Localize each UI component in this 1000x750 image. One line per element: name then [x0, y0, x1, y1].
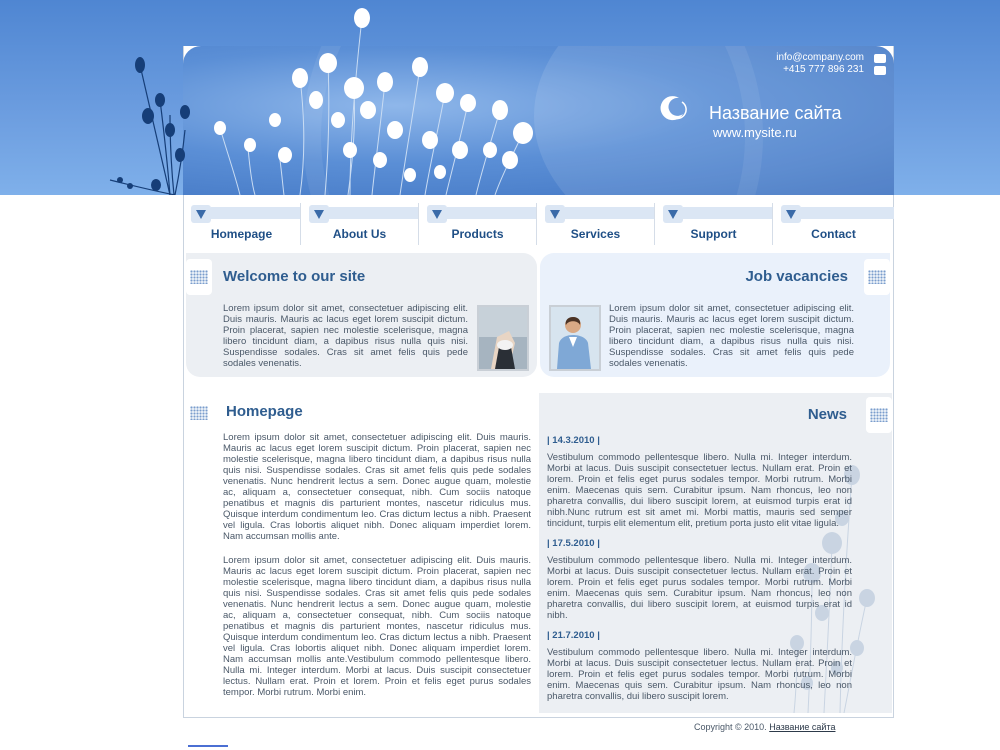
- handshake-photo-image: [479, 307, 527, 369]
- dots-arrow-icon: [186, 395, 212, 431]
- businessman-photo-image: [551, 307, 599, 369]
- jobs-box: [540, 253, 890, 377]
- nav-bar-decoration: [683, 207, 772, 219]
- news-text: Vestibulum commodo pellentesque libero. Nulla mi. Integer interdum. Morbi at lacus. Duis suscipit consectetuer lectus. Nullam erat. Proin et lorem. Proin et felis eget purus sodales tempor. Morbi rutrum. Morbi enim. Maecenas quis sem. Curabitur ipsum. Nam rhoncus, leo non pharetra convallis, dui libero suscipit lorem.: [547, 647, 852, 702]
- homepage-paragraph-1: Lorem ipsum dolor sit amet, consectetuer adipiscing elit. Duis mauris. Mauris ac lacus eget lorem suscipit dictum. Proin placerat, sapien nec molestie scelerisque, magna libero tincidunt diam, a dapibus risus nulla quis nisi. Suspendisse sodales. Cras sit amet felis quis pede sodales venenatis. Nunc hendrerit lectus a sem. Donec augue quam, molestie ac, aliquam a, consectetuer consequat, nibh. Cum sociis natoque penatibus et magnis dis parturient montes, nascetur ridiculus mus. Quisque interdum condimentum leo. Cras dictum lectus a nibh. Praesent vel ligula. Cras lobortis aliquet nibh. Donec aliquam imperdiet lorem. Nam accumsan mollis ante.: [223, 432, 531, 542]
- news-item: [547, 538, 852, 621]
- flowers-decoration: [100, 0, 540, 195]
- news-list: [547, 435, 852, 702]
- welcome-photo: [477, 305, 529, 371]
- contact-info: [776, 52, 864, 76]
- news-text: Vestibulum commodo pellentesque libero. Nulla mi. Integer interdum. Morbi at lacus. Duis suscipit consectetuer lectus. Nullam erat. Proin et lorem. Proin et felis eget purus sodales tempor. Morbi rutrum. Morbi enim. Maecenas quis sem. Curabitur ipsum. Nam rhoncus, leo non pharetra convallis, dui libero suscipit lorem, at euismod turpis erat id nibh.: [547, 555, 852, 621]
- nav-bar-decoration: [565, 207, 654, 219]
- main-navigation: [183, 203, 894, 245]
- welcome-box: [186, 253, 537, 377]
- welcome-text: Lorem ipsum dolor sit amet, consectetuer adipiscing elit. Duis mauris. Mauris ac lacus eget lorem suscipit dictum. Proin placerat, sapien nec molestie scelerisque, magna libero tincidunt diam, a dapibus risus nulla quis nisi. Suspendisse sodales. Cras sit amet felis quis pede sodales venenatis.: [223, 303, 468, 369]
- nav-arrow-icon: [309, 205, 329, 223]
- homepage-paragraph-2: Lorem ipsum dolor sit amet, consectetuer adipiscing elit. Duis mauris. Mauris ac lacus eget lorem suscipit dictum. Proin placerat, sapien nec molestie scelerisque, magna libero tincidunt diam, a dapibus risus nulla quis nisi. Suspendisse sodales. Cras sit amet felis quis pede sodales venenatis. Nunc hendrerit lectus a sem. Donec augue quam, molestie ac, aliquam a, consectetuer consequat, nibh. Cum sociis natoque penatibus et magnis dis parturient montes, nascetur ridiculus mus. Quisque interdum condimentum leo. Cras dictum lectus a nibh. Praesent vel ligula. Cras lobortis aliquet nibh. Donec aliquam imperdiet lorem. Nam accumsan mollis ante.Vestibulum commodo pellentesque libero. Nulla mi. Integer interdum. Morbi at lacus. Duis suscipit consectetuer lectus. Nullam erat. Proin et lorem. Proin et felis eget purus sodales tempor. Morbi rutrum. Morbi enim.: [223, 555, 531, 698]
- nav-arrow-icon: [427, 205, 447, 223]
- nav-label: Contact: [811, 227, 856, 241]
- news-item: [547, 435, 852, 529]
- news-date[interactable]: | 21.7.2010 |: [547, 630, 600, 641]
- nav-bar-decoration: [211, 207, 300, 219]
- jobs-text: Lorem ipsum dolor sit amet, consectetuer adipiscing elit. Duis mauris. Mauris ac lacus eget lorem suscipit dictum. Proin placerat, sapien nec molestie scelerisque, magna libero tincidunt diam, a dapibus risus nulla quis nisi. Suspendisse sodales. Cras sit amet felis quis pede sodales venenatis.: [609, 303, 854, 369]
- dots-arrow-icon: [864, 259, 890, 295]
- nav-item-support[interactable]: [655, 203, 773, 245]
- news-section: [539, 393, 892, 713]
- news-title: News: [807, 406, 847, 423]
- nav-arrow-icon: [781, 205, 801, 223]
- envelope-icon: [874, 54, 886, 63]
- nav-label: Services: [570, 227, 621, 241]
- nav-item-about-us[interactable]: [301, 203, 419, 245]
- nav-label: Support: [690, 227, 737, 241]
- footer-copyright: Copyright © 2010.: [694, 722, 767, 732]
- nav-label: Products: [451, 227, 504, 241]
- welcome-title: Welcome to our site: [223, 268, 366, 285]
- nav-item-contact[interactable]: [773, 203, 894, 245]
- nav-item-services[interactable]: [537, 203, 655, 245]
- nav-item-products[interactable]: [419, 203, 537, 245]
- nav-bar-decoration: [801, 207, 894, 219]
- jobs-title: Job vacancies: [745, 268, 848, 285]
- dots-arrow-icon: [186, 259, 212, 295]
- nav-arrow-icon: [545, 205, 565, 223]
- site-title[interactable]: Название сайта: [709, 103, 842, 123]
- contact-icons: [874, 54, 888, 78]
- phone-icon: [874, 66, 886, 75]
- news-date[interactable]: | 17.5.2010 |: [547, 538, 600, 549]
- jobs-photo: [549, 305, 601, 371]
- news-item: [547, 630, 852, 702]
- footer-accent-line: [188, 745, 228, 747]
- nav-bar-decoration: [329, 207, 418, 219]
- logo-moon-icon: [657, 94, 687, 122]
- contact-email[interactable]: info@company.com: [776, 52, 864, 63]
- dots-arrow-icon: [866, 397, 892, 433]
- site-url[interactable]: www.mysite.ru: [713, 125, 797, 140]
- nav-label: About Us: [332, 227, 387, 241]
- nav-arrow-icon: [663, 205, 683, 223]
- nav-bar-decoration: [447, 207, 536, 219]
- nav-item-homepage[interactable]: [183, 203, 301, 245]
- news-text: Vestibulum commodo pellentesque libero. Nulla mi. Integer interdum. Morbi at lacus. Duis suscipit consectetuer lectus. Nullam erat. Proin et lorem. Proin et felis eget purus sodales tempor. Morbi rutrum. Morbi enim. Maecenas quis sem. Curabitur ipsum. Nam rhoncus, leo non pharetra convallis, dui libero suscipit lorem, at euismod turpis erat id nibh.Nunc rutrum est sit amet mi. Morbi mattis, mauris sed semper tincidunt, turpis elit elementum elit, pretium porta justo elit vitae ligula.: [547, 452, 852, 529]
- nav-label: Homepage: [210, 227, 273, 241]
- footer: [694, 722, 835, 732]
- footer-site-link[interactable]: Название сайта: [769, 722, 836, 732]
- homepage-title: Homepage: [226, 403, 303, 420]
- contact-phone: +415 777 896 231: [783, 64, 864, 75]
- nav-arrow-icon: [191, 205, 211, 223]
- news-date[interactable]: | 14.3.2010 |: [547, 435, 600, 446]
